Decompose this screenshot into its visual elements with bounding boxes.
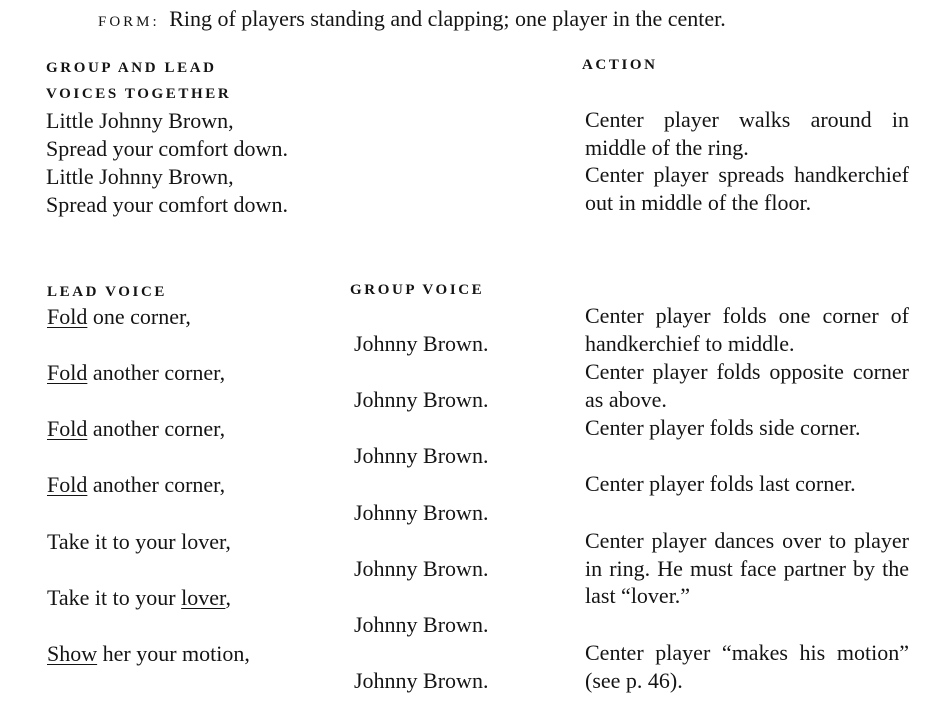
lead-voice-header: LEAD VOICE: [47, 284, 168, 300]
group-and-lead-header-line2: VOICES TOGETHER: [46, 86, 232, 102]
action-text: Center player spreads handkerchief out in middle of the floor.: [585, 162, 909, 215]
lead-underlined-word: lover: [181, 585, 226, 610]
lead-voice-line: [47, 416, 225, 442]
group-voice-line: Johnny Brown.: [354, 331, 489, 356]
lead-underlined-word: Fold: [47, 304, 88, 329]
lead-voice-line: [47, 472, 225, 498]
lead-voice-line: [47, 304, 191, 330]
lead-text: another corner,: [87, 416, 226, 441]
verse-line: Spread your comfort down.: [46, 192, 288, 217]
group-voice-line: Johnny Brown.: [354, 556, 489, 581]
lead-text: her your motion,: [97, 641, 250, 666]
lead-underlined-word: Fold: [47, 472, 88, 497]
action-text: Center player dances over to player in ring. He must face partner by the last “lover.”: [585, 528, 909, 608]
lead-text: one corner,: [87, 304, 191, 329]
group-voice-line: Johnny Brown.: [354, 387, 489, 412]
group-voice-line: Johnny Brown.: [354, 668, 489, 693]
action-text: Center player “makes his motion” (see p. 46).: [585, 640, 909, 693]
verse-line: Spread your comfort down.: [46, 136, 288, 161]
form-description: Ring of players standing and clapping; one player in the center.: [169, 6, 726, 31]
group-voice-line: Johnny Brown.: [354, 443, 489, 468]
group-and-lead-header-line1: GROUP AND LEAD: [46, 60, 217, 76]
lead-text: another corner,: [87, 360, 226, 385]
lead-text: ,: [225, 585, 231, 610]
lead-underlined-word: Fold: [47, 416, 88, 441]
action-text: Center player folds side corner.: [585, 415, 861, 440]
action-text: Center player folds last corner.: [585, 471, 856, 496]
verse-line: Little Johnny Brown,: [46, 164, 234, 189]
verse-line: Little Johnny Brown,: [46, 108, 234, 133]
lead-underlined-word: Fold: [47, 360, 88, 385]
form-label: FORM:: [98, 14, 160, 30]
form-line: [98, 6, 726, 32]
action-text: Center player folds opposite corner as above.: [585, 359, 909, 412]
group-voice-line: Johnny Brown.: [354, 612, 489, 637]
lead-text: Take it to your: [47, 585, 182, 610]
lead-voice-line: [47, 641, 250, 667]
lead-voice-line: [47, 585, 231, 611]
lead-text: another corner,: [87, 472, 226, 497]
action-header: ACTION: [582, 57, 658, 73]
lead-voice-line: Take it to your lover,: [47, 529, 231, 554]
action-text: Center player walks around in middle of the ring.: [585, 107, 909, 160]
lead-voice-line: [47, 360, 225, 386]
group-voice-header: GROUP VOICE: [350, 282, 485, 298]
lead-underlined-word: Show: [47, 641, 98, 666]
action-text: Center player folds one corner of handkerchief to middle.: [585, 303, 909, 356]
group-voice-line: Johnny Brown.: [354, 500, 489, 525]
